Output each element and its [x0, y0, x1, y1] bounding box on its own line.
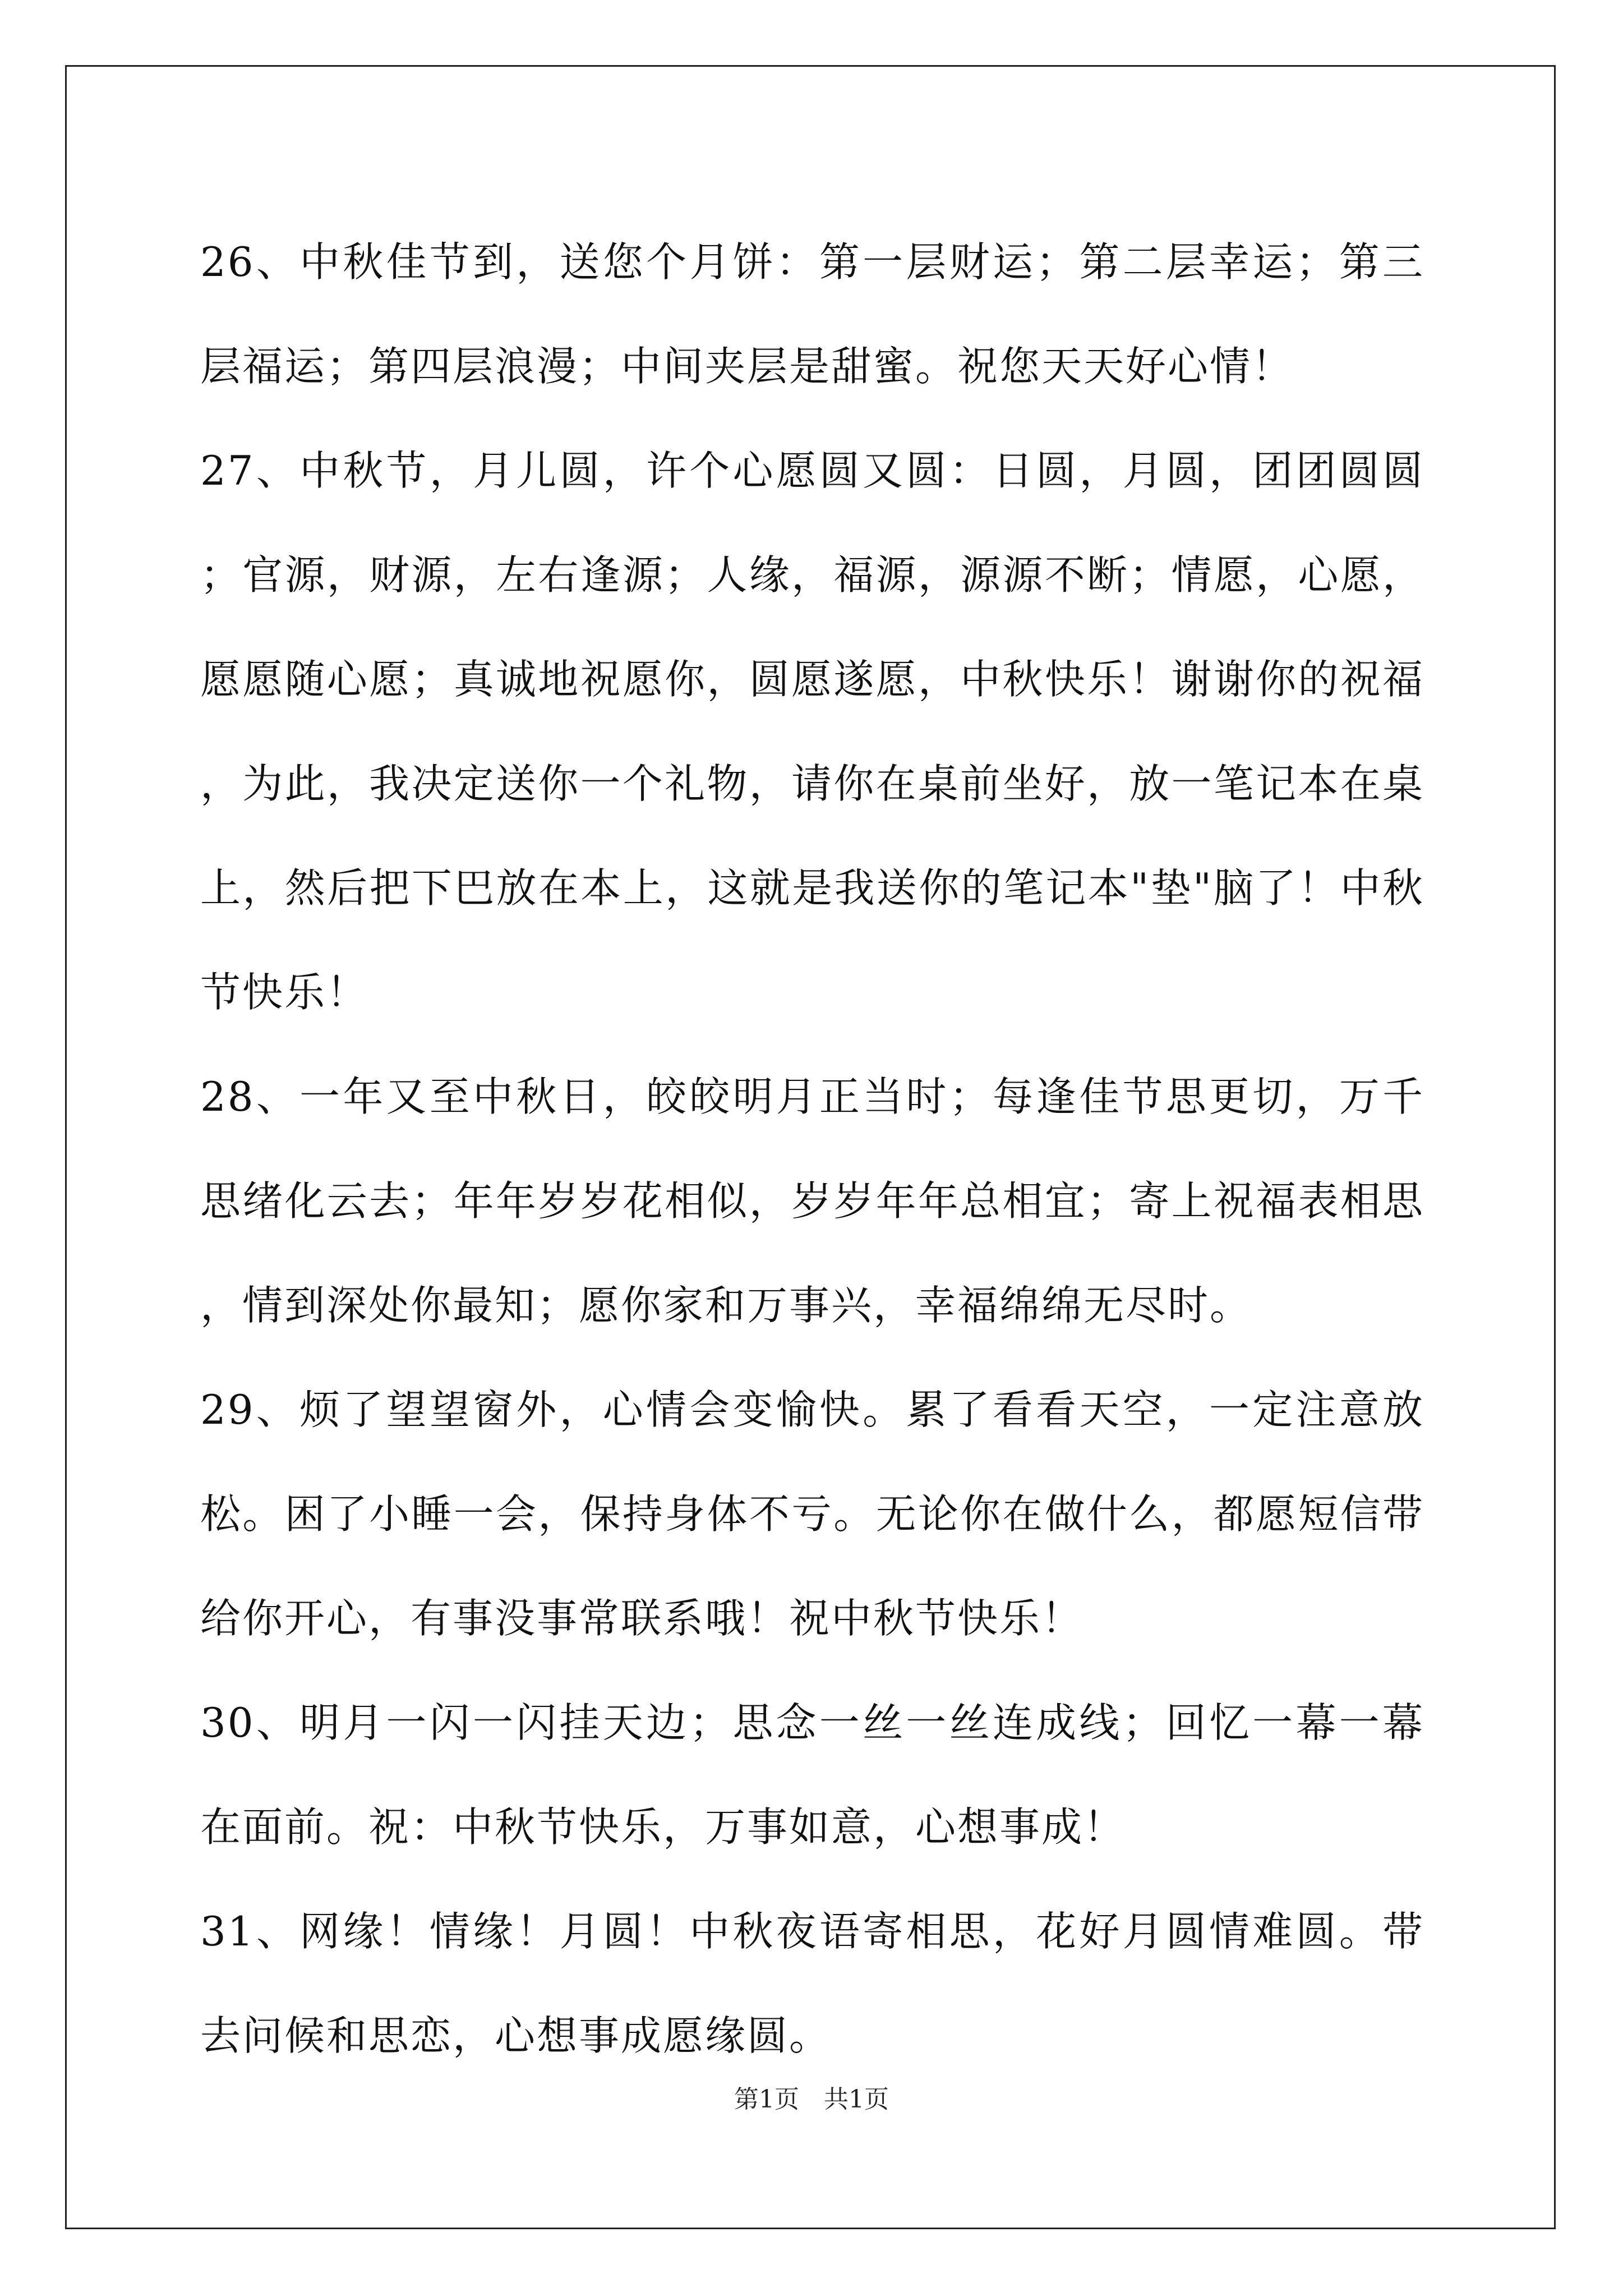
paragraph-29: 29、烦了望望窗外，心情会变愉快。累了看看天空，一定注意放松。困了小睡一会，保持身体不亏。无论你在做什么，都愿短信带给你开心，有事没事常联系哦！祝中秋节快乐！ [200, 1386, 1424, 1642]
paragraph-30: 30、明月一闪一闪挂天边；思念一丝一丝连成线；回忆一幕一幕在面前。祝：中秋节快乐，万事如意，心想事成！ [200, 1699, 1424, 1851]
page-footer: 第1页 共1页 [734, 2085, 889, 2114]
document-body [200, 210, 1424, 2088]
paragraph-27: 27、中秋节，月儿圆，许个心愿圆又圆：日圆，月圆，团团圆圆；官源，财源，左右逢源；人缘，福源，源源不断；情愿，心愿，愿愿随心愿；真诚地祝愿你，圆愿遂愿，中秋快乐！谢谢你的祝福，为此，我决定送你一个礼物，请你在桌前坐好，放一笔记本在桌上，然后把下巴放在本上，这就是我送你的笔记本"垫"脑了！中秋节快乐！ [200, 447, 1424, 1016]
paragraph-28: 28、一年又至中秋日，皎皎明月正当时；每逢佳节思更切，万千思绪化云去；年年岁岁花相似，岁岁年年总相宜；寄上祝福表相思，情到深处你最知；愿你家和万事兴，幸福绵绵无尽时。 [200, 1073, 1424, 1329]
paragraph-31: 31、网缘！情缘！月圆！中秋夜语寄相思，花好月圆情难圆。带去问候和思恋，心想事成愿缘圆。 [200, 1908, 1424, 2059]
paragraph-26: 26、中秋佳节到，送您个月饼：第一层财运；第二层幸运；第三层福运；第四层浪漫；中间夹层是甜蜜。祝您天天好心情！ [200, 238, 1424, 390]
